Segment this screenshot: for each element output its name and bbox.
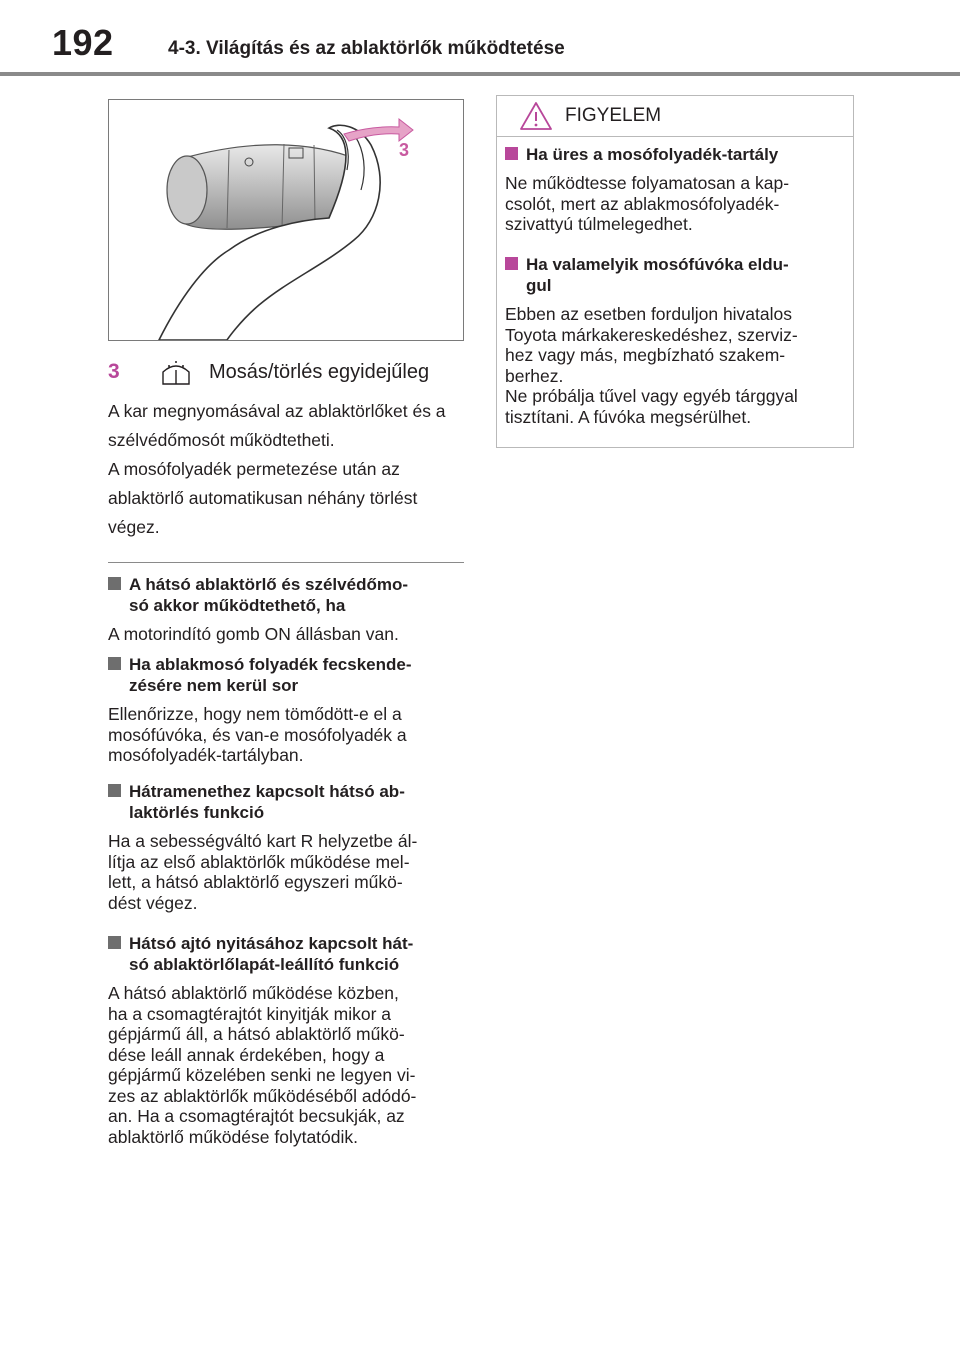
warning-body: Ne működtesse folyamatosan a kap- csolót, mert az ablakmosófolyadék- szivattyú túlmelegedhet. bbox=[505, 173, 790, 234]
figure-callout: 3 bbox=[399, 140, 410, 160]
bullet-square-icon bbox=[505, 147, 518, 160]
warning-body: Ebben az esetben forduljon hivatalos Toyota márkakereskedéshez, szerviz- hez vagy más, megbízható szakem- berhez. Ne próbálja tűvel vagy egyéb tárggyal tisztítani. A fúvóka megsérülhet. bbox=[505, 304, 798, 427]
warning-title: FIGYELEM bbox=[565, 105, 662, 126]
item-number: 3 bbox=[108, 360, 120, 383]
warning-empty-reservoir bbox=[505, 144, 843, 235]
warning-triangle-icon bbox=[519, 100, 553, 132]
wash-wipe-icon bbox=[160, 358, 192, 388]
note-body: A hátsó ablaktörlő működése közben, ha a csomagtérajtót kinyitják mikor a gépjármű áll, a hátsó ablaktörlő műkö- dése leáll annak érdekében, hogy a gépjármű közelében senki ne legyen vi- zes az ablaktörlők működéséből adódó- an. Ha a csomagtérajtót becsukják, az ablaktörlő működése folytatódik. bbox=[108, 983, 417, 1147]
item-description-1: A kar megnyomásával az ablaktörlőket és a szélvédőmosót működtetheti. bbox=[108, 401, 446, 450]
bullet-square-icon bbox=[505, 257, 518, 270]
bullet-square-icon bbox=[108, 657, 121, 670]
note-back-door-wiper-stop bbox=[108, 933, 468, 1147]
page-number: 192 bbox=[52, 22, 114, 63]
note-heading: Hátsó ajtó nyitásához kapcsolt hát- só ablaktörlőlapát-leállító funkció bbox=[108, 933, 468, 975]
warning-heading: Ha valamelyik mosófúvóka eldu- gul bbox=[505, 254, 843, 296]
note-heading: Ha ablakmosó folyadék fecskende- zésére nem kerül sor bbox=[108, 654, 468, 696]
item-row bbox=[108, 358, 468, 392]
item-title: Mosás/törlés egyidejűleg bbox=[209, 361, 430, 383]
warning-header bbox=[497, 96, 853, 137]
warning-clogged-nozzle bbox=[505, 254, 843, 427]
note-reverse-linked-rear-wipe bbox=[108, 781, 468, 913]
hand-lever-drawing bbox=[109, 100, 463, 340]
warning-box bbox=[496, 95, 854, 448]
note-heading: Hátramenethez kapcsolt hátsó ab- laktörlés funkció bbox=[108, 781, 468, 823]
note-body: A motorindító gomb ON állásban van. bbox=[108, 624, 399, 644]
section-divider bbox=[108, 562, 464, 563]
note-washer-not-spraying bbox=[108, 654, 468, 766]
chapter-title: 4-3. Világítás és az ablaktörlők működtetése bbox=[168, 38, 565, 59]
page-header bbox=[0, 0, 960, 78]
warning-heading: Ha üres a mosófolyadék-tartály bbox=[505, 144, 843, 165]
wiper-lever-illustration bbox=[108, 99, 464, 341]
note-body: Ellenőrizze, hogy nem tömődött-e el a mosófúvóka, és van-e mosófolyadék a mosófolyadék-tartályban. bbox=[108, 704, 407, 765]
note-rear-wiper-condition bbox=[108, 574, 468, 645]
bullet-square-icon bbox=[108, 577, 121, 590]
bullet-square-icon bbox=[108, 784, 121, 797]
bullet-square-icon bbox=[108, 936, 121, 949]
item-description-2: A mosófolyadék permetezése után az ablaktörlő automatikusan néhány törlést végez. bbox=[108, 459, 418, 537]
note-heading: A hátsó ablaktörlő és szélvédőmo- só akkor működtethető, ha bbox=[108, 574, 468, 616]
note-body: Ha a sebességváltó kart R helyzetbe ál- lítja az első ablaktörlők működése mel- lett, a hátsó ablaktörlő egyszeri műkö- dést végez. bbox=[108, 831, 418, 913]
header-rule bbox=[0, 72, 960, 76]
